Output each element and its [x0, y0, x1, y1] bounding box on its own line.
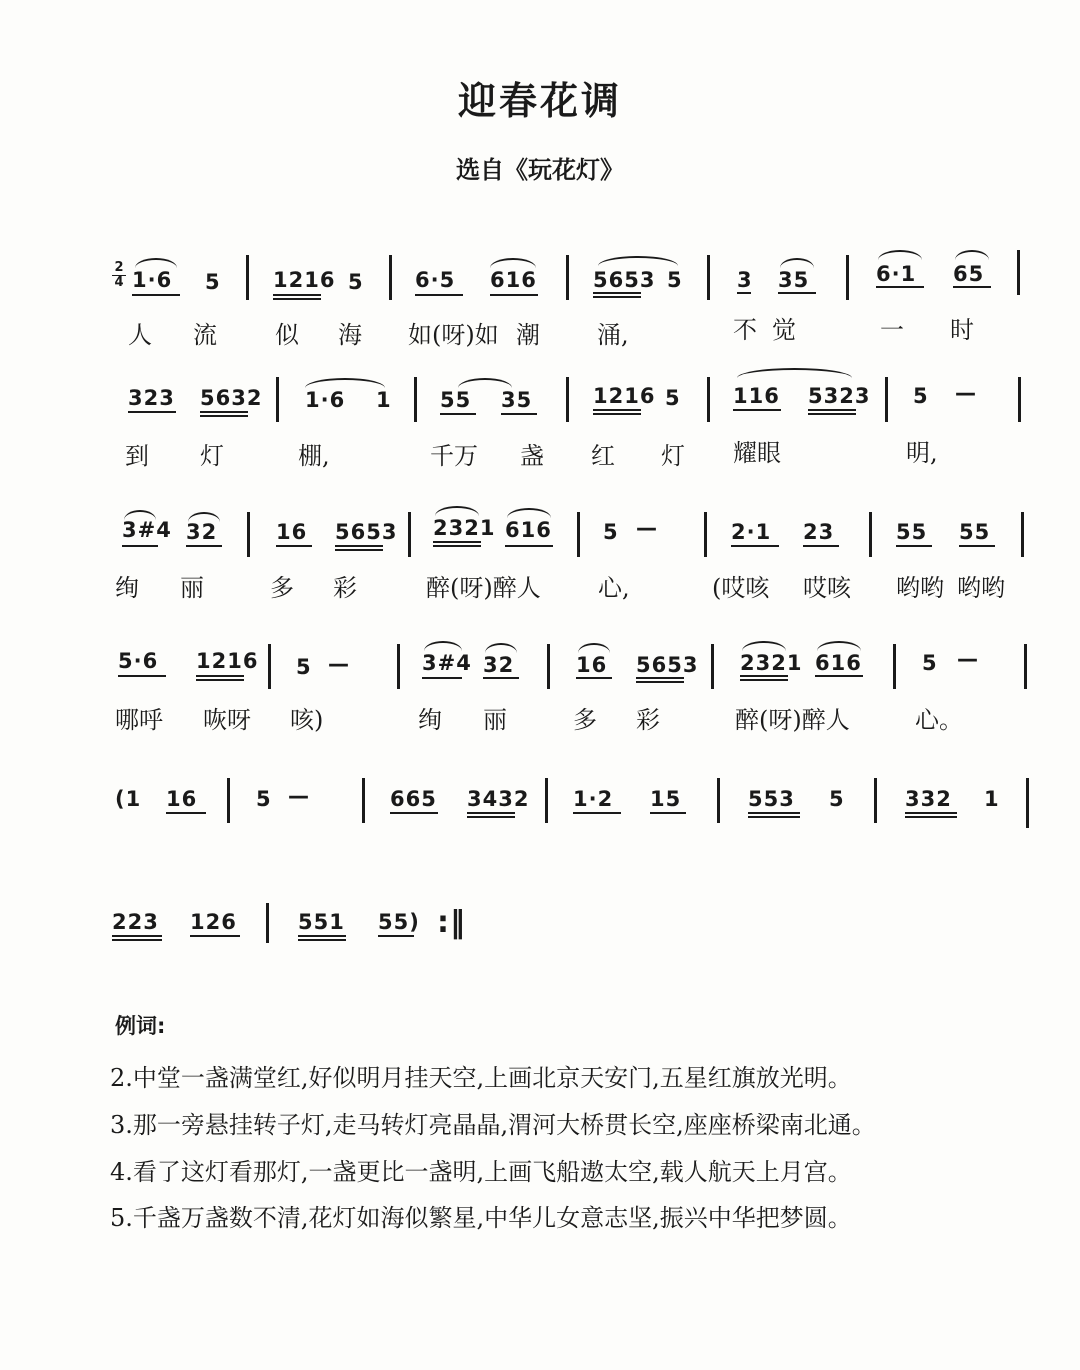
bar-line — [874, 778, 877, 823]
note: 55 — [896, 520, 928, 544]
note: 5653 — [593, 268, 656, 292]
note: 5 — [348, 270, 364, 294]
underline — [576, 677, 612, 679]
bar-line — [414, 377, 417, 422]
underline — [593, 296, 641, 298]
slur — [578, 643, 610, 653]
underline — [166, 812, 206, 814]
underline — [731, 545, 779, 547]
lyric: 似 — [275, 321, 299, 349]
lyric: 如(呀)如 — [408, 321, 499, 349]
note: 1·2 — [573, 787, 614, 811]
note: 5 — [922, 651, 938, 675]
underline — [593, 413, 641, 415]
underline — [186, 545, 222, 547]
underline — [422, 677, 462, 679]
underline — [803, 545, 839, 547]
note: 5 — [829, 787, 845, 811]
note: 1·6 — [305, 388, 346, 412]
note: 55 — [440, 388, 472, 412]
lyric: 醉(呀)醉人 — [426, 574, 541, 602]
slur — [124, 510, 156, 520]
note: 32 — [483, 653, 515, 677]
note: 5632 — [200, 386, 263, 410]
bar-line — [1026, 778, 1029, 828]
note: — — [636, 516, 658, 540]
note: 32 — [186, 520, 218, 544]
note: 3 — [737, 268, 753, 292]
underline — [636, 681, 684, 683]
slur — [424, 641, 462, 651]
note: 5 — [665, 386, 681, 410]
note: 55 — [959, 520, 991, 544]
underline — [440, 413, 476, 415]
bar-line — [1021, 512, 1024, 557]
underline — [378, 935, 414, 937]
note: 1216 — [593, 384, 656, 408]
underline — [740, 675, 788, 677]
underline — [490, 294, 538, 296]
underline — [390, 812, 438, 814]
underline — [593, 292, 641, 294]
underline — [190, 935, 240, 937]
lyric: 彩 — [333, 574, 357, 602]
note: 616 — [505, 518, 552, 542]
bar-line — [397, 644, 400, 689]
underline — [737, 292, 751, 294]
underline — [905, 816, 957, 818]
underline — [483, 677, 519, 679]
underline — [636, 677, 684, 679]
underline — [118, 675, 166, 677]
bar-line — [566, 377, 569, 422]
bar-line — [846, 255, 849, 300]
note: 5653 — [335, 520, 398, 544]
time-signature — [112, 262, 126, 289]
underline — [200, 415, 248, 417]
note: 1·6 — [132, 268, 173, 292]
underline — [276, 545, 312, 547]
lyric: 哟哟 — [957, 574, 1005, 602]
note: 35 — [778, 268, 810, 292]
note: 55) — [378, 910, 420, 934]
note: 553 — [748, 787, 795, 811]
lyric: 海 — [338, 321, 362, 349]
note: — — [288, 784, 310, 808]
lyric: 不 — [733, 316, 757, 344]
time-signature-bottom: 4 — [114, 275, 124, 290]
verse-line: 4.看了这灯看那灯,一盏更比一盏明,上画飞船遨太空,载人航天上月宫。 — [110, 1158, 852, 1186]
lyric: 时 — [950, 316, 974, 344]
note: 323 — [128, 386, 175, 410]
slur — [817, 641, 861, 651]
underline — [467, 812, 515, 814]
underline — [335, 545, 383, 547]
underline — [335, 549, 383, 551]
underline — [200, 411, 248, 413]
bar-line — [547, 644, 550, 689]
slur — [507, 508, 551, 518]
underline — [273, 294, 321, 296]
lyric: 流 — [193, 321, 217, 349]
underline — [905, 812, 957, 814]
bar-line — [227, 778, 230, 823]
slur — [878, 250, 922, 260]
underline — [593, 409, 641, 411]
underline — [112, 939, 162, 941]
underline — [501, 413, 537, 415]
lyric: 耀眼 — [733, 439, 781, 467]
underline — [298, 935, 346, 937]
underline — [505, 545, 553, 547]
lyric: 咴呀 — [203, 706, 251, 734]
bar-line — [704, 512, 707, 557]
note: 1 — [984, 787, 1000, 811]
slur — [955, 250, 989, 260]
note: 5·6 — [118, 649, 159, 673]
note: 5 — [913, 384, 929, 408]
note: — — [328, 652, 350, 676]
bar-line — [362, 778, 365, 823]
slur — [305, 378, 385, 388]
note: 1216 — [196, 649, 259, 673]
bar-line — [1024, 644, 1027, 689]
bar-line — [711, 644, 714, 689]
lyric: 心, — [598, 574, 630, 602]
bar-line — [545, 778, 548, 823]
note: 16 — [276, 520, 308, 544]
note: 126 — [190, 910, 237, 934]
lyric: 灯 — [200, 442, 224, 470]
slur — [188, 512, 220, 522]
lyric: 明, — [906, 439, 938, 467]
note: 3#4 — [422, 651, 472, 675]
bar-line — [577, 512, 580, 557]
note: — — [957, 647, 979, 671]
underline — [733, 409, 781, 411]
note: (1 — [115, 787, 142, 811]
lyric: 丽 — [180, 574, 204, 602]
lyric: 哪呼 — [115, 706, 163, 734]
lyric: 哟哟 — [896, 574, 944, 602]
note: 16 — [166, 787, 198, 811]
underline — [959, 545, 995, 547]
repeat-end-sign: :‖ — [437, 905, 466, 940]
note: 15 — [650, 787, 682, 811]
note: 2·1 — [731, 520, 772, 544]
note: 6·5 — [415, 268, 456, 292]
lyric: 灯 — [661, 442, 685, 470]
note: 2321 — [740, 651, 803, 675]
note: 5 — [603, 520, 619, 544]
bar-line — [389, 255, 392, 300]
note: 1 — [376, 388, 392, 412]
slur — [458, 378, 512, 388]
note: 223 — [112, 910, 159, 934]
note: 3#4 — [122, 518, 172, 542]
slur — [780, 258, 814, 268]
bar-line — [893, 644, 896, 689]
note: 5653 — [636, 653, 699, 677]
lyric: 心。 — [915, 706, 963, 734]
lyric: 棚, — [298, 442, 330, 470]
lyric: 多 — [270, 574, 294, 602]
verse-line: 5.千盏万盏数不清,花灯如海似繁星,中华儿女意志坚,振兴中华把梦圆。 — [110, 1204, 852, 1232]
lyric: 到 — [125, 442, 149, 470]
underline — [808, 413, 856, 415]
underline — [778, 292, 816, 294]
underline — [273, 298, 321, 300]
note: 616 — [490, 268, 537, 292]
note: 616 — [815, 651, 862, 675]
underline — [748, 812, 800, 814]
note: 1216 — [273, 268, 336, 292]
underline — [650, 812, 686, 814]
bar-line — [566, 255, 569, 300]
underline — [415, 294, 463, 296]
song-title: 迎春花调 — [457, 79, 622, 123]
note: 6·1 — [876, 262, 917, 286]
lyric: (哎咳 — [712, 574, 770, 602]
bar-line — [1018, 377, 1021, 422]
note: 5 — [205, 270, 221, 294]
lyric: 潮 — [516, 321, 540, 349]
note: 5 — [256, 787, 272, 811]
underline — [896, 545, 932, 547]
note: 23 — [803, 520, 835, 544]
slur — [490, 258, 536, 268]
underline — [196, 679, 244, 681]
slur — [742, 641, 786, 651]
bar-line — [247, 512, 250, 557]
note: 332 — [905, 787, 952, 811]
underline — [433, 541, 481, 543]
note: 665 — [390, 787, 437, 811]
lyric: 人 — [128, 321, 152, 349]
underline — [122, 545, 158, 547]
lyric: 彩 — [636, 706, 660, 734]
song-source: 选自《玩花灯》 — [456, 156, 624, 184]
bar-line — [408, 512, 411, 557]
bar-line — [707, 377, 710, 422]
note: 116 — [733, 384, 780, 408]
bar-line — [268, 644, 271, 689]
note: — — [955, 381, 977, 405]
note: 5 — [296, 655, 312, 679]
lyric: 盏 — [520, 442, 544, 470]
bar-line — [246, 255, 249, 300]
underline — [740, 679, 788, 681]
underline — [467, 816, 515, 818]
example-words-label: 例词: — [115, 1014, 166, 1038]
slur — [485, 643, 517, 653]
time-signature-top: 2 — [114, 260, 124, 275]
slur — [598, 256, 678, 266]
lyric: 一 — [880, 316, 904, 344]
note: 3432 — [467, 787, 530, 811]
bar-line — [717, 778, 720, 823]
lyric: 多 — [573, 706, 597, 734]
underline — [808, 409, 856, 411]
note: 2321 — [433, 516, 496, 540]
underline — [748, 816, 800, 818]
bar-line — [1017, 250, 1020, 295]
bar-line — [707, 255, 710, 300]
underline — [132, 294, 180, 296]
bar-line — [266, 903, 269, 943]
lyric: 红 — [591, 442, 615, 470]
slur — [737, 368, 852, 378]
lyric: 千万 — [430, 442, 478, 470]
underline — [953, 286, 991, 288]
lyric: 醉(呀)醉人 — [735, 706, 850, 734]
slur — [135, 258, 177, 268]
lyric: 绚 — [115, 574, 139, 602]
underline — [196, 675, 244, 677]
note: 5323 — [808, 384, 871, 408]
slur — [435, 506, 479, 516]
underline — [112, 935, 162, 937]
note: 35 — [501, 388, 533, 412]
underline — [815, 675, 863, 677]
bar-line — [869, 512, 872, 557]
underline — [573, 812, 621, 814]
lyric: 丽 — [483, 706, 507, 734]
underline — [128, 411, 176, 413]
verse-line: 3.那一旁悬挂转子灯,走马转灯亮晶晶,渭河大桥贯长空,座座桥梁南北通。 — [110, 1111, 876, 1139]
lyric: 涌, — [597, 321, 629, 349]
note: 65 — [953, 262, 985, 286]
bar-line — [885, 377, 888, 422]
note: 16 — [576, 653, 608, 677]
underline — [298, 939, 346, 941]
verse-line: 2.中堂一盏满堂红,好似明月挂天空,上画北京天安门,五星红旗放光明。 — [110, 1064, 852, 1092]
bar-line — [276, 377, 279, 422]
underline — [876, 286, 924, 288]
note: 5 — [667, 268, 683, 292]
lyric: 觉 — [772, 316, 796, 344]
underline — [433, 545, 481, 547]
lyric: 咳) — [290, 706, 324, 734]
note: 551 — [298, 910, 345, 934]
lyric: 哎咳 — [803, 574, 851, 602]
lyric: 绚 — [418, 706, 442, 734]
